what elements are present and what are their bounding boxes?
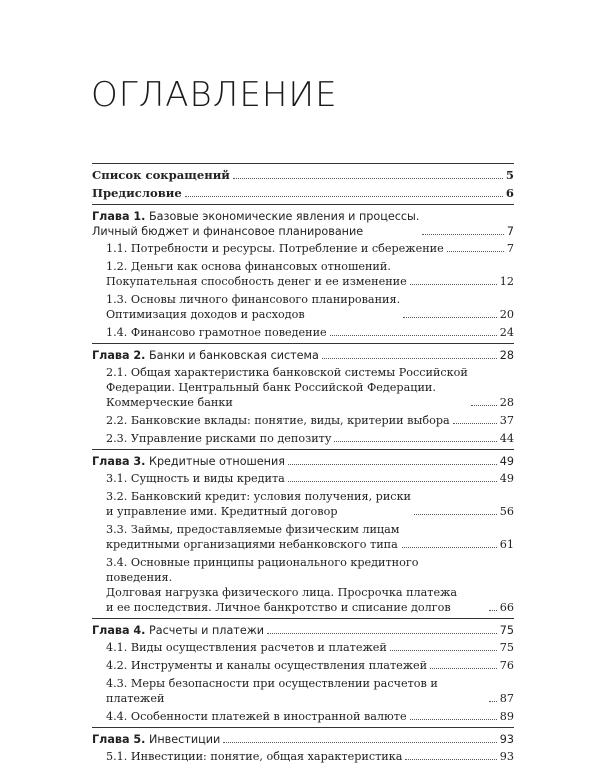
section-title-line: Долговая нагрузка физического лица. Просрочка платежа (106, 586, 458, 599)
dot-leader (267, 633, 497, 634)
divider (92, 163, 514, 164)
page-number: 7 (506, 242, 514, 255)
chapter-label: Глава 1. (92, 210, 146, 223)
chapter-label: Глава 5. (92, 733, 146, 746)
toc-section-2-2[interactable] (92, 413, 514, 428)
toc-section-5-1[interactable] (92, 749, 514, 764)
section-title: 2.2. Банковские вклады: понятие, виды, критерии выбора (106, 414, 450, 427)
divider (92, 449, 514, 450)
page-number: 87 (499, 692, 514, 705)
page-number: 28 (499, 349, 514, 362)
page-number: 44 (499, 432, 514, 445)
toc-chapter-4[interactable] (92, 623, 514, 638)
toc-section-1-4[interactable] (92, 325, 514, 340)
section-title-line: 3.3. Займы, предоставляемые физическим лицам (106, 523, 400, 536)
dot-leader (405, 759, 496, 760)
page-number: 20 (499, 308, 514, 321)
toc-section-1-3[interactable] (92, 292, 514, 322)
divider (92, 343, 514, 344)
page-number: 49 (499, 472, 514, 485)
toc-section-2-1[interactable] (92, 365, 514, 410)
page-number: 89 (499, 710, 514, 723)
page-number: 93 (499, 733, 514, 746)
page-number: 93 (499, 750, 514, 763)
page-title: ОГЛАВЛЕНИЕ (91, 75, 338, 115)
toc-entry-preface[interactable] (92, 186, 514, 201)
section-title-line: 1.3. Основы личного финансового планирования. (106, 293, 401, 306)
toc-chapter-1[interactable] (92, 209, 514, 239)
section-title: 3.1. Сущность и виды кредита (106, 472, 285, 485)
page-number: 7 (506, 225, 514, 238)
toc-chapter-3[interactable] (92, 454, 514, 469)
divider (92, 618, 514, 619)
toc-section-3-4[interactable] (92, 555, 514, 615)
section-title-line: 1.2. Деньги как основа финансовых отношений. (106, 260, 391, 273)
section-title: 4.2. Инструменты и каналы осуществления платежей (106, 659, 428, 672)
chapter-title-line: Базовые экономические явления и процессы. (149, 210, 420, 223)
toc-section-3-3[interactable] (92, 522, 514, 552)
dot-leader (330, 335, 497, 336)
chapter-title-line: Инвестиции (149, 733, 221, 746)
toc-section-1-1[interactable] (92, 241, 514, 256)
dot-leader (410, 284, 497, 285)
toc-section-4-4[interactable] (92, 709, 514, 724)
dot-leader (489, 610, 497, 611)
section-title-line: Покупательная способность денег и ее изменение (106, 275, 407, 288)
section-title: 1.4. Финансово грамотное поведение (106, 326, 327, 339)
toc-section-4-2[interactable] (92, 658, 514, 673)
dot-leader (414, 514, 497, 515)
toc-section-3-1[interactable] (92, 471, 514, 486)
section-title-line: кредитными организациями небанковского типа (106, 538, 398, 551)
page-number: 75 (499, 624, 514, 637)
dot-leader (288, 464, 497, 465)
dot-leader (403, 317, 497, 318)
dot-leader (471, 405, 497, 406)
section-title: 4.3. Меры безопасности при осуществлении расчетов и платежей (106, 677, 438, 705)
divider (92, 727, 514, 728)
page-number: 24 (499, 326, 514, 339)
toc-chapter-2[interactable] (92, 348, 514, 363)
page-number: 37 (499, 414, 514, 427)
divider (92, 204, 514, 205)
toc-section-2-3[interactable] (92, 431, 514, 446)
page-number: 12 (499, 275, 514, 288)
dot-leader (430, 668, 497, 669)
dot-leader (410, 719, 497, 720)
dot-leader (453, 423, 497, 424)
table-of-contents (92, 160, 514, 767)
page-number: 5 (505, 168, 514, 182)
chapter-title-line: Кредитные отношения (149, 455, 285, 468)
page-number: 56 (499, 505, 514, 518)
dot-leader (402, 547, 496, 548)
dot-leader (322, 358, 497, 359)
page-number: 49 (499, 455, 514, 468)
dot-leader (288, 481, 497, 482)
toc-section-4-3[interactable] (92, 676, 514, 706)
section-title: 4.4. Особенности платежей в иностранной валюте (106, 710, 407, 723)
chapter-title-line: Банки и банковская система (149, 349, 319, 362)
section-title-line: 3.4. Основные принципы рационального кредитного поведения. (106, 556, 419, 584)
chapter-label: Глава 3. (92, 455, 146, 468)
dot-leader (334, 441, 496, 442)
section-title: 4.1. Виды осуществления расчетов и платежей (106, 641, 387, 654)
section-title-line: 3.2. Банковский кредит: условия получения, риски (106, 490, 412, 503)
dot-leader (447, 251, 504, 252)
section-title-line: Коммерческие банки (106, 396, 233, 409)
section-title-line: и ее последствия. Личное банкротство и списание долгов (106, 601, 451, 614)
section-title-line: Оптимизация доходов и расходов (106, 308, 305, 321)
toc-section-3-2[interactable] (92, 489, 514, 519)
page-number: 66 (499, 601, 514, 614)
section-title: 1.1. Потребности и ресурсы. Потребление и сбережение (106, 242, 444, 255)
entry-title: Предисловие (92, 186, 182, 200)
dot-leader (422, 234, 503, 235)
dot-leader (185, 196, 503, 197)
section-title-line: Федерации. Центральный банк Российской Федерации. (106, 381, 436, 394)
dot-leader (233, 178, 503, 179)
chapter-title-line: Личный бюджет и финансовое планирование (92, 225, 364, 238)
dot-leader (489, 701, 497, 702)
toc-section-1-2[interactable] (92, 259, 514, 289)
page-number: 76 (499, 659, 514, 672)
chapter-title-line: Расчеты и платежи (149, 624, 265, 637)
page-number: 61 (499, 538, 514, 551)
section-title: 5.1. Инвестиции: понятие, общая характеристика (106, 750, 403, 763)
toc-entry-abbreviations[interactable] (92, 168, 514, 183)
dot-leader (223, 742, 496, 743)
page-number: 6 (505, 186, 514, 200)
toc-chapter-5[interactable] (92, 732, 514, 747)
page-number: 75 (499, 641, 514, 654)
chapter-label: Глава 2. (92, 349, 146, 362)
toc-section-4-1[interactable] (92, 640, 514, 655)
dot-leader (390, 650, 497, 651)
page-number: 28 (499, 396, 514, 409)
chapter-label: Глава 4. (92, 624, 146, 637)
entry-title: Список сокращений (92, 168, 230, 182)
section-title-line: и управление ими. Кредитный договор (106, 505, 338, 518)
section-title: 2.3. Управление рисками по депозиту (106, 432, 332, 445)
section-title-line: 2.1. Общая характеристика банковской системы Российской (106, 366, 468, 379)
